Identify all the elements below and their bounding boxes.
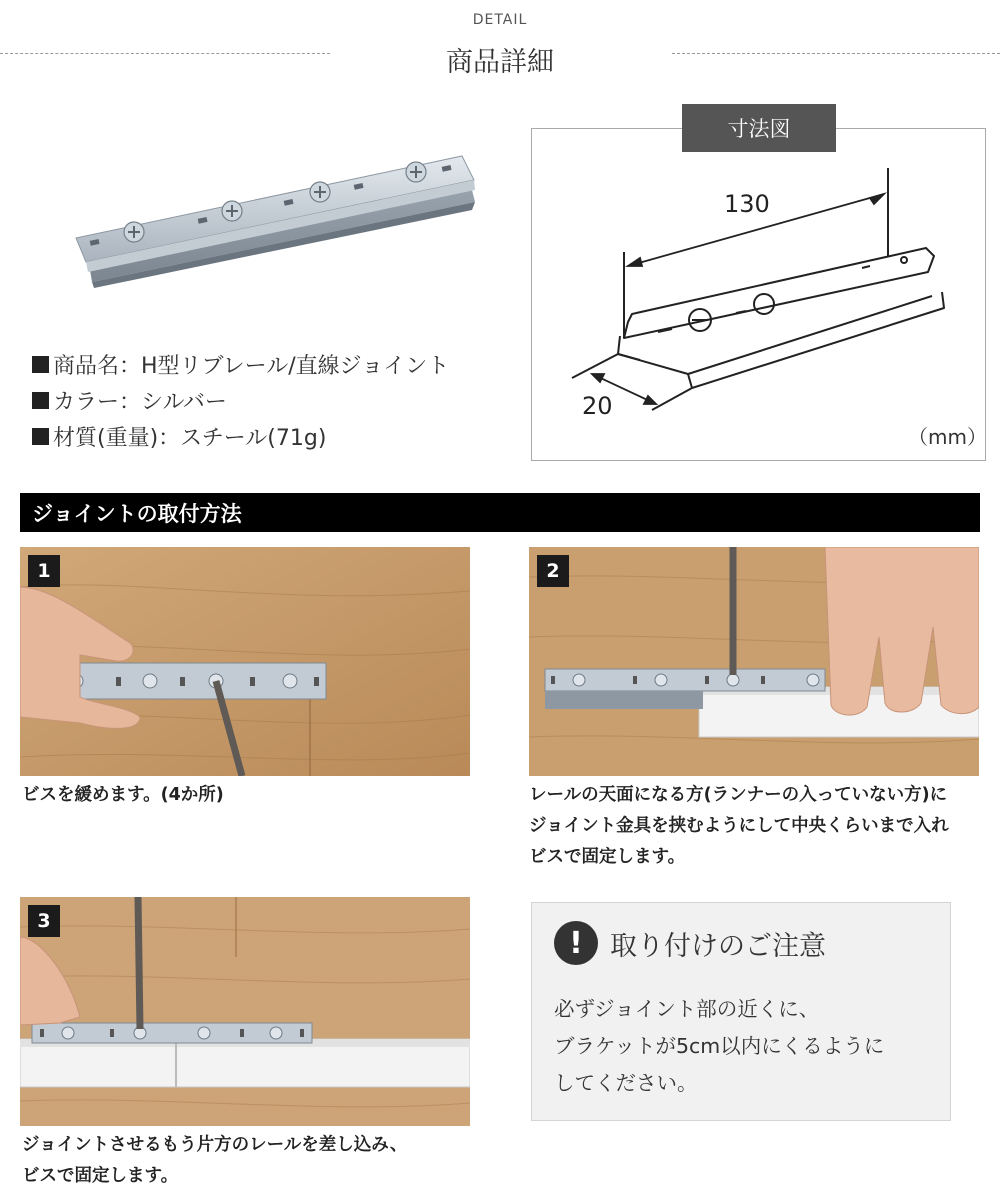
step-3-line-2: ビスで固定します。 (22, 1166, 179, 1186)
step-2-photo (529, 547, 979, 776)
bullet-square-icon (32, 392, 49, 409)
notice-line-1: 必ずジョイント部の近くに、 (554, 997, 820, 1021)
notice-line-3: してください。 (554, 1071, 698, 1095)
step-1-line-1: ビスを緩めます。(4か所) (22, 785, 224, 805)
notice-body (554, 991, 884, 1102)
step-2-line-3: ビスで固定します。 (529, 847, 686, 867)
spec-text: 商品名：H型リブレール/直線ジョイント (53, 353, 450, 379)
step-1-text (22, 780, 224, 811)
notice-title: 取り付けのご注意 (610, 931, 826, 962)
bullet-square-icon (32, 428, 49, 445)
page-title: 商品詳細 (446, 47, 554, 78)
dimension-unit: （mm） (908, 425, 987, 449)
exclamation-icon: ! (554, 921, 598, 965)
detail-label: DETAIL (472, 12, 528, 28)
section-header: ジョイントの取付方法 (20, 493, 980, 532)
step-2-line-2: ジョイント金具を挟むようにして中央くらいまで入れ (529, 816, 949, 836)
spec-item-color (32, 382, 449, 418)
step-3-badge: 3 (28, 905, 60, 937)
spec-text: カラー：シルバー (53, 389, 227, 415)
step-3-line-1: ジョイントさせるもう片方のレールを差し込み、 (22, 1135, 408, 1155)
step-2-line-1: レールの天面になる方(ランナーの入っていない方)に (529, 785, 948, 805)
product-image (70, 140, 490, 310)
notice-box (531, 902, 951, 1121)
dimension-tab: 寸法図 (682, 104, 836, 152)
spec-item-material (32, 418, 449, 454)
notice-line-2: ブラケットが5cm以内にくるように (554, 1034, 885, 1058)
spec-text: 材質(重量)：スチール(71g) (53, 425, 327, 451)
header-divider-right (672, 53, 1000, 54)
step-3-photo (20, 897, 470, 1126)
bullet-square-icon (32, 356, 49, 373)
step-2-badge: 2 (537, 555, 569, 587)
step-1-badge: 1 (28, 555, 60, 587)
spec-item-name (32, 346, 449, 382)
dimension-length-label: 130 (724, 190, 770, 218)
spec-list (32, 346, 449, 454)
step-3-text (22, 1130, 407, 1192)
step-1-photo (20, 547, 470, 776)
dimension-width-label: 20 (582, 392, 613, 420)
step-2-text (529, 780, 949, 873)
